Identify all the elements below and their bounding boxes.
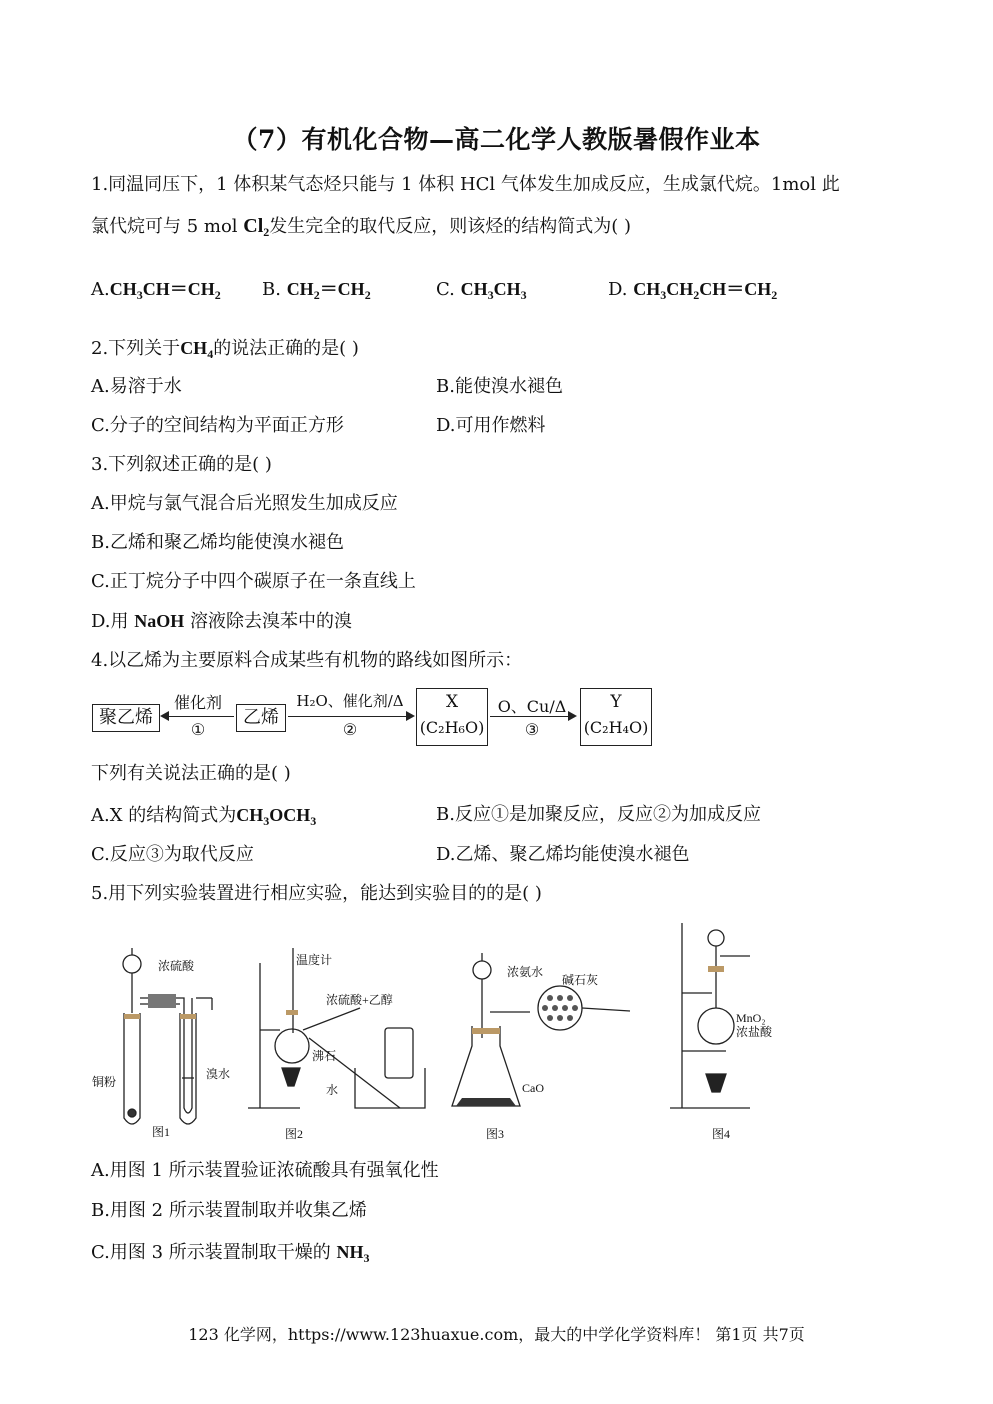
q4-flow-diagram — [90, 686, 660, 752]
caption-fig3: 图3 — [486, 1127, 505, 1141]
q3-option-b: B.乙烯和聚乙烯均能使溴水褪色 — [91, 532, 344, 553]
flow-box-polyethylene: 聚乙烯 — [92, 704, 160, 732]
q2-option-d: D.可用作燃料 — [436, 415, 546, 436]
q1-formula: $Cl_2$ — [243, 215, 270, 239]
fig3-label-ammonia: 浓氨水 — [507, 965, 544, 979]
q4-stem: 4.以乙烯为主要原料合成某些有机物的路线如图所示： — [91, 650, 523, 671]
flow-box-ethylene: 乙烯 — [236, 704, 286, 732]
q5-option-b: B.用图 2 所示装置制取并收集乙烯 — [91, 1200, 367, 1221]
fig2-label-water: 水 — [326, 1083, 339, 1097]
fig3-label-soda-lime: 碱石灰 — [562, 973, 599, 987]
q3-option-d: D.用 NaOH 溶液除去溴苯中的溴 — [91, 611, 352, 632]
q1-option-c: C. $CH_3CH_3$ — [436, 279, 527, 302]
caption-fig4: 图4 — [712, 1127, 731, 1141]
flow-arrow3 — [490, 716, 568, 717]
q2-stem: 2.下列关于$CH_4$的说法正确的是( ) — [91, 338, 359, 361]
q2-option-b: B.能使溴水褪色 — [436, 376, 563, 397]
flow-box-y: Y (C₂H₄O) — [580, 688, 652, 746]
q5-stem: 5.用下列实验装置进行相应实验，能达到实验目的的是( ) — [91, 883, 542, 904]
flow-arrow2 — [288, 716, 406, 717]
q1-option-a: $A.CH_3CH=CH_2$ — [91, 279, 221, 302]
q2-option-a: A.易溶于水 — [91, 376, 182, 397]
q3-option-c: C.正丁烷分子中四个碳原子在一条直线上 — [91, 571, 416, 592]
fig4-label-hcl: 浓盐酸 — [736, 1025, 773, 1039]
fig1-label-acid: 浓硫酸 — [158, 959, 195, 973]
caption-fig1: 图1 — [152, 1125, 171, 1139]
q1-option-d: D. $CH_3CH_2CH=CH_2$ — [608, 279, 778, 302]
flow-arrow2-bottom: ② — [342, 720, 358, 739]
q4-option-b: B.反应①是加聚反应，反应②为加成反应 — [436, 804, 761, 825]
flow-box-x: X (C₂H₆O) — [416, 688, 488, 746]
fig2-label-mixture: 浓硫酸+乙醇 — [326, 993, 393, 1007]
q5-option-a: A.用图 1 所示装置验证浓硫酸具有强氧化性 — [91, 1160, 439, 1181]
fig2-label-stone: 沸石 — [312, 1049, 337, 1063]
q1-text-post: 发生完全的取代反应，则该烃的结构简式为( ) — [269, 216, 632, 237]
flow-arrow2-top: H₂O、催化剂/Δ — [296, 692, 404, 710]
q3-stem: 3.下列叙述正确的是( ) — [91, 454, 272, 475]
q1-text: 氯代烷可与 5 mol — [91, 216, 244, 237]
q4-option-d: D.乙烯、聚乙烯均能使溴水褪色 — [436, 844, 690, 865]
q5-apparatus-figures — [90, 918, 773, 1148]
page-title: （7）有机化合物—高二化学人教版暑假作业本 — [232, 125, 761, 154]
q2-option-c: C.分子的空间结构为平面正方形 — [91, 415, 344, 436]
flow-arrow3-top: O、Cu/Δ — [497, 697, 567, 716]
fig3-label-cao: CaO — [522, 1081, 544, 1095]
fig2-label-thermometer: 温度计 — [296, 953, 333, 967]
page-footer: 123 化学网，https://www.123huaxue.com，最大的中学化学资料库！ 第1页 共7页 — [188, 1325, 805, 1344]
q4-sub-stem: 下列有关说法正确的是( ) — [91, 763, 291, 784]
q3-option-a: A.甲烷与氯气混合后光照发生加成反应 — [91, 493, 398, 514]
figure1-apparatus — [123, 948, 212, 1124]
q1-option-b: B. $CH_2=CH_2$ — [262, 279, 371, 302]
q4-option-a: A.X 的结构简式为$CH_3OCH_3$ — [91, 805, 317, 828]
q1-stem-line1: 1.同温同压下，1 体积某气态烃只能与 1 体积 HCl 气体发生加成反应，生成氯代烷。1mol 此 — [91, 174, 840, 195]
fig1-label-copper: 铜粉 — [92, 1075, 117, 1089]
caption-fig2: 图2 — [285, 1127, 304, 1141]
q5-option-c: C.用图 3 所示装置制取干燥的 $NH_3$ — [91, 1242, 370, 1265]
flow-arrow1 — [162, 716, 234, 717]
q4-option-c: C.反应③为取代反应 — [91, 844, 254, 865]
flow-arrow3-bottom: ③ — [524, 720, 540, 739]
flow-arrow1-top: 催化剂 — [173, 693, 222, 712]
fig1-label-bromine: 溴水 — [206, 1067, 231, 1081]
q1-stem-line2 — [91, 213, 631, 240]
fig4-label-mno2: MnO₂ — [736, 1011, 766, 1025]
flow-arrow1-bottom: ① — [190, 720, 206, 739]
